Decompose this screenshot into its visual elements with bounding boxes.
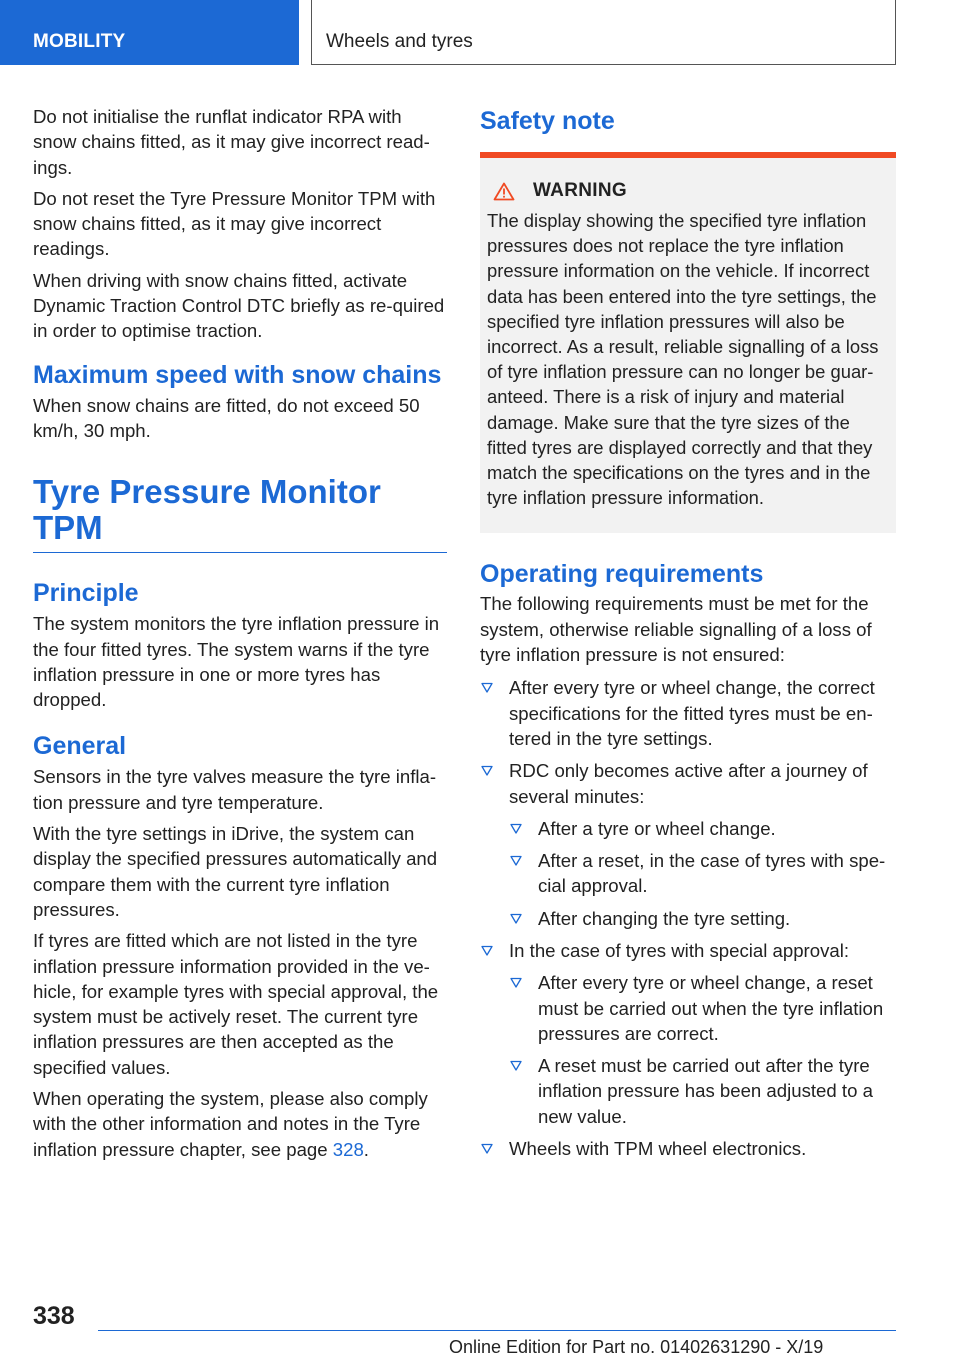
- list-item: [480, 1136, 896, 1161]
- tpm-heading: Tyre Pressure Monitor TPM: [33, 474, 447, 553]
- sub-list-item-text: After changing the tyre setting.: [538, 907, 791, 929]
- right-column: [480, 104, 896, 1161]
- footer-divider: [98, 1330, 896, 1331]
- warning-text: The display showing the specified tyre inflation pressures does not replace the tyre inflation pressure information on the vehicle. If incorrect data has been entered into the tyre settings, the specified tyre inflation pressures will also be incorrect. As a result, reliable signalling of a loss of tyre inflation pressure can no longer be guar‐anteed. There is a risk of injury and material damage. Make sure that the tyre sizes of the fitted tyres are displayed correctly and that they match the specifications on the tyres and in the tyre inflation pressure information.: [487, 210, 879, 509]
- principle-heading: Principle: [33, 579, 139, 608]
- list-item-text: In the case of tyres with special approval:: [509, 940, 850, 961]
- list-item-text: RDC only becomes active after a journey of several minutes:: [509, 760, 868, 807]
- safety-heading: Safety note: [480, 107, 615, 135]
- general-paragraph-4-end: .: [363, 1138, 369, 1160]
- sub-list-item: [509, 906, 896, 931]
- general-paragraph-3: If tyres are fitted which are not listed in the tyre inflation pressure information provided in the ve‐hicle, for example tyres with special approval, the system must be actively reset. The current tyre inflation pressures are then accepted as the specified values.: [33, 930, 439, 1078]
- sub-list-item-text: After a reset, in the case of tyres with spe‐cial approval.: [538, 850, 886, 897]
- bullet-triangle-icon: [481, 682, 493, 693]
- bullet-triangle-icon: [481, 765, 493, 776]
- list-item: [480, 675, 896, 751]
- bullet-triangle-icon: [510, 977, 522, 988]
- operating-intro: The following requirements must be met for the system, otherwise reliable signalling of a loss of tyre inflation pressure is not ensured:: [480, 593, 872, 666]
- requirements-list: [480, 675, 896, 1161]
- warning-header: [487, 180, 888, 202]
- sub-list-item: [509, 816, 896, 841]
- bullet-triangle-icon: [481, 1143, 493, 1154]
- principle-text: The system monitors the tyre inflation pressure in the four fitted tyres. The system warns if the tyre inflation pressure in one or more tyres has dropped.: [33, 613, 440, 711]
- warning-label: WARNING: [533, 180, 627, 201]
- sub-list-item-text: After a tyre or wheel change.: [538, 817, 776, 839]
- bullet-triangle-icon: [510, 913, 522, 924]
- edition-text: Online Edition for Part no. 01402631290 - X/19: [449, 1337, 824, 1357]
- list-item: [480, 758, 896, 931]
- general-paragraph-4: [33, 1086, 447, 1162]
- max-speed-heading: Maximum speed with snow chains: [33, 360, 442, 389]
- sub-list-item-text: After every tyre or wheel change, a reset must be carried out when the tyre inflation pressures are correct.: [538, 972, 884, 1044]
- left-column: [33, 104, 447, 1168]
- sub-list-item: [509, 1053, 896, 1129]
- bullet-triangle-icon: [510, 1060, 522, 1071]
- page-link[interactable]: 328: [332, 1138, 364, 1160]
- bullet-triangle-icon: [510, 823, 522, 834]
- list-item-text: After every tyre or wheel change, the correct specifications for the fitted tyres must be en‐tered in the tyre settings.: [509, 677, 875, 749]
- warning-box: [480, 152, 896, 533]
- chapter-title: Wheels and tyres: [311, 0, 896, 65]
- general-heading: General: [33, 732, 127, 761]
- general-paragraph-4-text: When operating the system, please also comply with the other information and notes in the Tyre inflation pressure chapter, see page: [33, 1088, 428, 1160]
- sub-list-item: [509, 848, 896, 899]
- warning-triangle-icon: [493, 182, 515, 201]
- sub-list: [509, 970, 896, 1129]
- general-paragraph-1: Sensors in the tyre valves measure the tyre infla‐tion pressure and tyre temperature.: [33, 766, 437, 813]
- snow-paragraph-3: When driving with snow chains fitted, activate Dynamic Traction Control DTC briefly as re‐quired in order to optimise traction.: [33, 269, 445, 342]
- list-item: [480, 938, 896, 1129]
- bullet-triangle-icon: [510, 855, 522, 866]
- sub-list-item-text: A reset must be carried out after the tyre inflation pressure has been adjusted to a new value.: [538, 1055, 873, 1127]
- sub-list: [509, 816, 896, 931]
- max-speed-text: When snow chains are fitted, do not exceed 50 km/h, 30 mph.: [33, 394, 420, 441]
- general-paragraph-2: With the tyre settings in iDrive, the system can display the specified pressures automatically and compare them with the current tyre inflation pressures.: [33, 823, 438, 920]
- snow-paragraph-2: Do not reset the Tyre Pressure Monitor TPM with snow chains fitted, as it may give incorrect readings.: [33, 187, 436, 260]
- list-item-text: Wheels with TPM wheel electronics.: [509, 1138, 807, 1160]
- section-tab: MOBILITY: [0, 0, 299, 65]
- bullet-triangle-icon: [481, 945, 493, 956]
- snow-paragraph-1: Do not initialise the runflat indicator RPA with snow chains fitted, as it may give incorrect read‐ings.: [33, 106, 430, 178]
- sub-list-item: [509, 970, 896, 1046]
- operating-requirements-heading: Operating requirements: [480, 560, 764, 589]
- page-number: 338: [33, 1302, 75, 1330]
